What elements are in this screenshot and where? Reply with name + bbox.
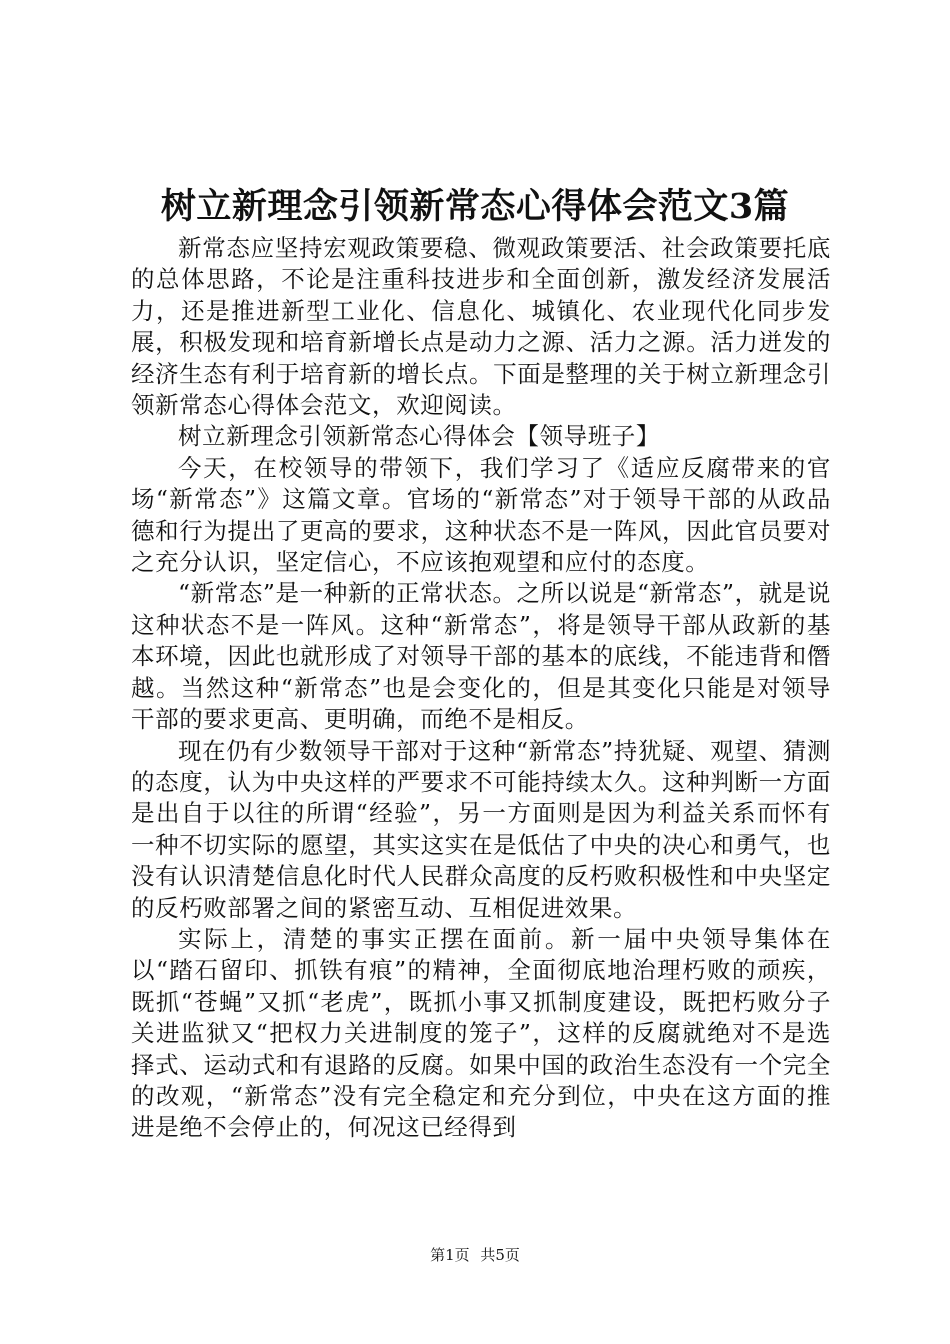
paragraph-intro: 新常态应坚持宏观政策要稳、微观政策要活、社会政策要托底的总体思路，不论是注重科技进步和全面创新，激发经济发展活力，还是推进新型工业化、信息化、城镇化、农业现代化同步发展，积极发现和培育新增长点是动力之源、活力之源。活力迸发的经济生态有利于培育新的增长点。下面是整理的关于树立新理念引领新常态心得体会范文，欢迎阅读。 xyxy=(131,234,831,420)
page-footer xyxy=(0,1245,950,1265)
paragraph: 实际上，清楚的事实正摆在面前。新一届中央领导集体在以“踏石留印、抓铁有痕”的精神，全面彻底地治理朽败的顽疾，既抓“苍蝇”又抓“老虎”，既抓小事又抓制度建设，既把朽败分子关进监狱又“把权力关进制度的笼子”，这样的反腐就绝对不是选择式、运动式和有退路的反腐。如果中国的政治生态没有一个完全的改观，“新常态”没有完全稳定和充分到位，中央在这方面的推进是绝不会停止的，何况这已经得到 xyxy=(131,924,831,1142)
page-total: 共5页 xyxy=(480,1246,520,1264)
document-body xyxy=(131,233,831,1144)
document-title: 树立新理念引领新常态心得体会范文3篇 xyxy=(160,186,790,227)
paragraph: “新常态”是一种新的正常状态。之所以说是“新常态”，就是说这种状态不是一阵风。这种“新常态”，将是领导干部从政新的基本环境，因此也就形成了对领导干部的基本的底线，不能违背和僭越。当然这种“新常态”也是会变化的，但是其变化只能是对领导干部的要求更高、更明确，而绝不是相反。 xyxy=(131,579,831,734)
section-heading: 树立新理念引领新常态心得体会【领导班子】 xyxy=(178,422,660,451)
paragraph: 现在仍有少数领导干部对于这种“新常态”持犹疑、观望、猜测的态度，认为中央这样的严要求不可能持续太久。这种判断一方面是出自于以往的所谓“经验”，另一方面则是因为利益关系而怀有一种不切实际的愿望，其实这实在是低估了中央的决心和勇气，也没有认识清楚信息化时代人民群众高度的反朽败积极性和中央坚定的反朽败部署之间的紧密互动、互相促进效果。 xyxy=(131,736,831,922)
page-number: 第1页 xyxy=(430,1246,470,1264)
paragraph: 今天，在校领导的带领下，我们学习了《适应反腐带来的官场“新常态”》这篇文章。官场的“新常态”对于领导干部的从政品德和行为提出了更高的要求，这种状态不是一阵风，因此官员要对之充分认识，坚定信心，不应该抱观望和应付的态度。 xyxy=(131,453,831,577)
